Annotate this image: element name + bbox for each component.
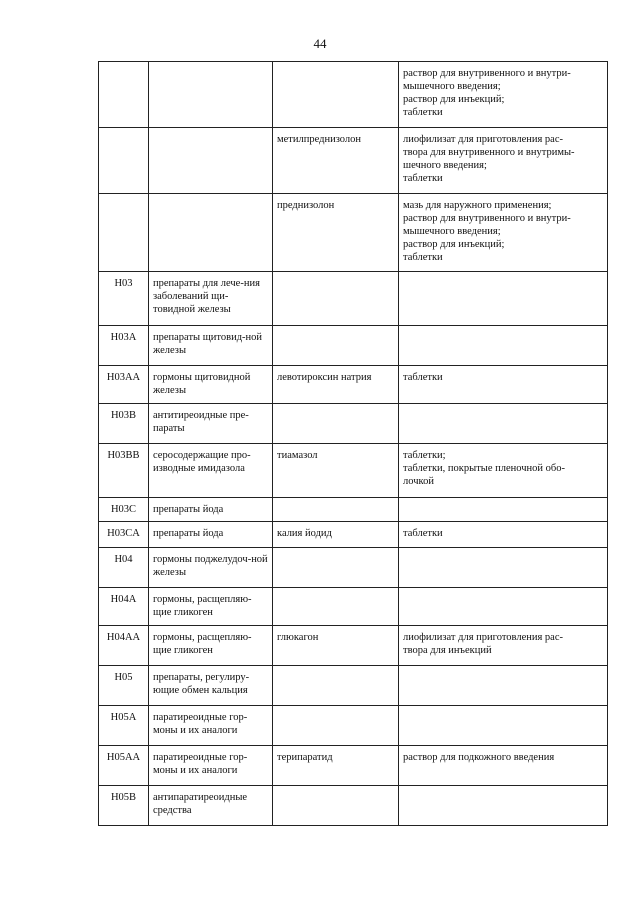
atc-code-cell (99, 62, 149, 128)
dosage-form-line: лиофилизат для приготовления рас- (403, 632, 564, 643)
atc-code-cell: H03AA (99, 366, 149, 404)
anatomical-group-cell: антитиреоидные пре-параты (149, 404, 273, 444)
dosage-form-cell (399, 404, 608, 444)
table-row (99, 522, 608, 548)
dosage-form-line: твора для инъекций (403, 645, 492, 656)
drug-name-cell (273, 588, 399, 626)
table-row (99, 366, 608, 404)
drug-name-cell: левотироксин натрия (273, 366, 399, 404)
anatomical-group-cell: препараты щитовид-ной железы (149, 326, 273, 366)
dosage-form-line: раствор для инъекций; (403, 94, 505, 105)
dosage-form-line: таблетки; (403, 450, 446, 461)
dosage-form-cell (399, 746, 608, 786)
table-row (99, 272, 608, 326)
anatomical-group-cell (149, 128, 273, 194)
atc-code-cell: H03 (99, 272, 149, 326)
drug-name-cell (273, 326, 399, 366)
anatomical-group-cell (149, 194, 273, 272)
table-row (99, 326, 608, 366)
dosage-form-cell (399, 626, 608, 666)
atc-code-cell: H03B (99, 404, 149, 444)
atc-code-cell: H05A (99, 706, 149, 746)
dosage-form-line: твора для внутривенного и внутримы- (403, 147, 575, 158)
dosage-form-cell (399, 548, 608, 588)
atc-code-cell: H03C (99, 498, 149, 522)
dosage-form-line: шечного введения; (403, 160, 487, 171)
dosage-form-line: таблетки (403, 107, 443, 118)
anatomical-group-cell: препараты для лече-ния заболеваний щи-товидной железы (149, 272, 273, 326)
dosage-form-cell (399, 366, 608, 404)
dosage-form-cell (399, 522, 608, 548)
atc-code-cell: H05 (99, 666, 149, 706)
dosage-form-cell (399, 588, 608, 626)
drug-name-cell (273, 706, 399, 746)
dosage-form-cell (399, 666, 608, 706)
dosage-form-line: таблетки, покрытые пленочной обо- (403, 463, 565, 474)
anatomical-group-cell: антипаратиреоидные средства (149, 786, 273, 826)
drug-name-cell: терипаратид (273, 746, 399, 786)
anatomical-group-cell: препараты, регулиру-ющие обмен кальция (149, 666, 273, 706)
dosage-form-cell (399, 786, 608, 826)
table-row (99, 444, 608, 498)
table-row (99, 404, 608, 444)
drug-name-cell (273, 404, 399, 444)
dosage-form-cell (399, 706, 608, 746)
dosage-form-cell (399, 272, 608, 326)
atc-code-cell: H05AA (99, 746, 149, 786)
anatomical-group-cell: гормоны, расщепляю-щие гликоген (149, 626, 273, 666)
table-row (99, 548, 608, 588)
dosage-form-line: раствор для инъекций; (403, 239, 505, 250)
drug-name-cell: калия йодид (273, 522, 399, 548)
anatomical-group-cell: серосодержащие про-изводные имидазола (149, 444, 273, 498)
drug-name-cell (273, 62, 399, 128)
dosage-form-line: таблетки (403, 372, 443, 383)
atc-code-cell: H04A (99, 588, 149, 626)
table-row (99, 498, 608, 522)
dosage-form-cell (399, 444, 608, 498)
dosage-form-line: раствор для внутривенного и внутри- (403, 68, 571, 79)
table-row (99, 626, 608, 666)
anatomical-group-cell: препараты йода (149, 522, 273, 548)
anatomical-group-cell (149, 62, 273, 128)
anatomical-group-cell: гормоны, расщепляю-щие гликоген (149, 588, 273, 626)
drug-table-body (99, 62, 608, 826)
dosage-form-line: таблетки (403, 528, 443, 539)
dosage-form-line: мазь для наружного применения; (403, 200, 552, 211)
anatomical-group-cell: паратиреоидные гор-моны и их аналоги (149, 746, 273, 786)
anatomical-group-cell: гормоны поджелудоч-ной железы (149, 548, 273, 588)
drug-name-cell: метилпреднизолон (273, 128, 399, 194)
dosage-form-line: таблетки (403, 173, 443, 184)
dosage-form-cell (399, 128, 608, 194)
dosage-form-cell (399, 326, 608, 366)
atc-code-cell (99, 194, 149, 272)
atc-code-cell: H05B (99, 786, 149, 826)
page-number: 44 (313, 36, 327, 51)
anatomical-group-cell: препараты йода (149, 498, 273, 522)
atc-code-cell: H04 (99, 548, 149, 588)
dosage-form-line: мышечного введения; (403, 81, 501, 92)
drug-table (98, 61, 608, 826)
drug-name-cell: глюкагон (273, 626, 399, 666)
dosage-form-line: раствор для подкожного введения (403, 752, 555, 763)
anatomical-group-cell: гормоны щитовидной железы (149, 366, 273, 404)
atc-code-cell: H03A (99, 326, 149, 366)
drug-name-cell: преднизолон (273, 194, 399, 272)
dosage-form-line: таблетки (403, 252, 443, 263)
table-row (99, 128, 608, 194)
table-row (99, 588, 608, 626)
table-row (99, 194, 608, 272)
drug-name-cell (273, 548, 399, 588)
dosage-form-line: мышечного введения; (403, 226, 501, 237)
table-row (99, 62, 608, 128)
atc-code-cell: H04AA (99, 626, 149, 666)
dosage-form-line: лиофилизат для приготовления рас- (403, 134, 564, 145)
atc-code-cell: H03CA (99, 522, 149, 548)
drug-name-cell: тиамазол (273, 444, 399, 498)
dosage-form-line: лочкой (403, 476, 434, 487)
table-row (99, 786, 608, 826)
atc-code-cell: H03BB (99, 444, 149, 498)
dosage-form-cell (399, 194, 608, 272)
drug-name-cell (273, 498, 399, 522)
atc-code-cell (99, 128, 149, 194)
table-row (99, 706, 608, 746)
drug-name-cell (273, 272, 399, 326)
table-row (99, 746, 608, 786)
dosage-form-cell (399, 498, 608, 522)
anatomical-group-cell: паратиреоидные гор-моны и их аналоги (149, 706, 273, 746)
drug-name-cell (273, 666, 399, 706)
drug-name-cell (273, 786, 399, 826)
dosage-form-line: раствор для внутривенного и внутри- (403, 213, 571, 224)
dosage-form-cell (399, 62, 608, 128)
table-row (99, 666, 608, 706)
